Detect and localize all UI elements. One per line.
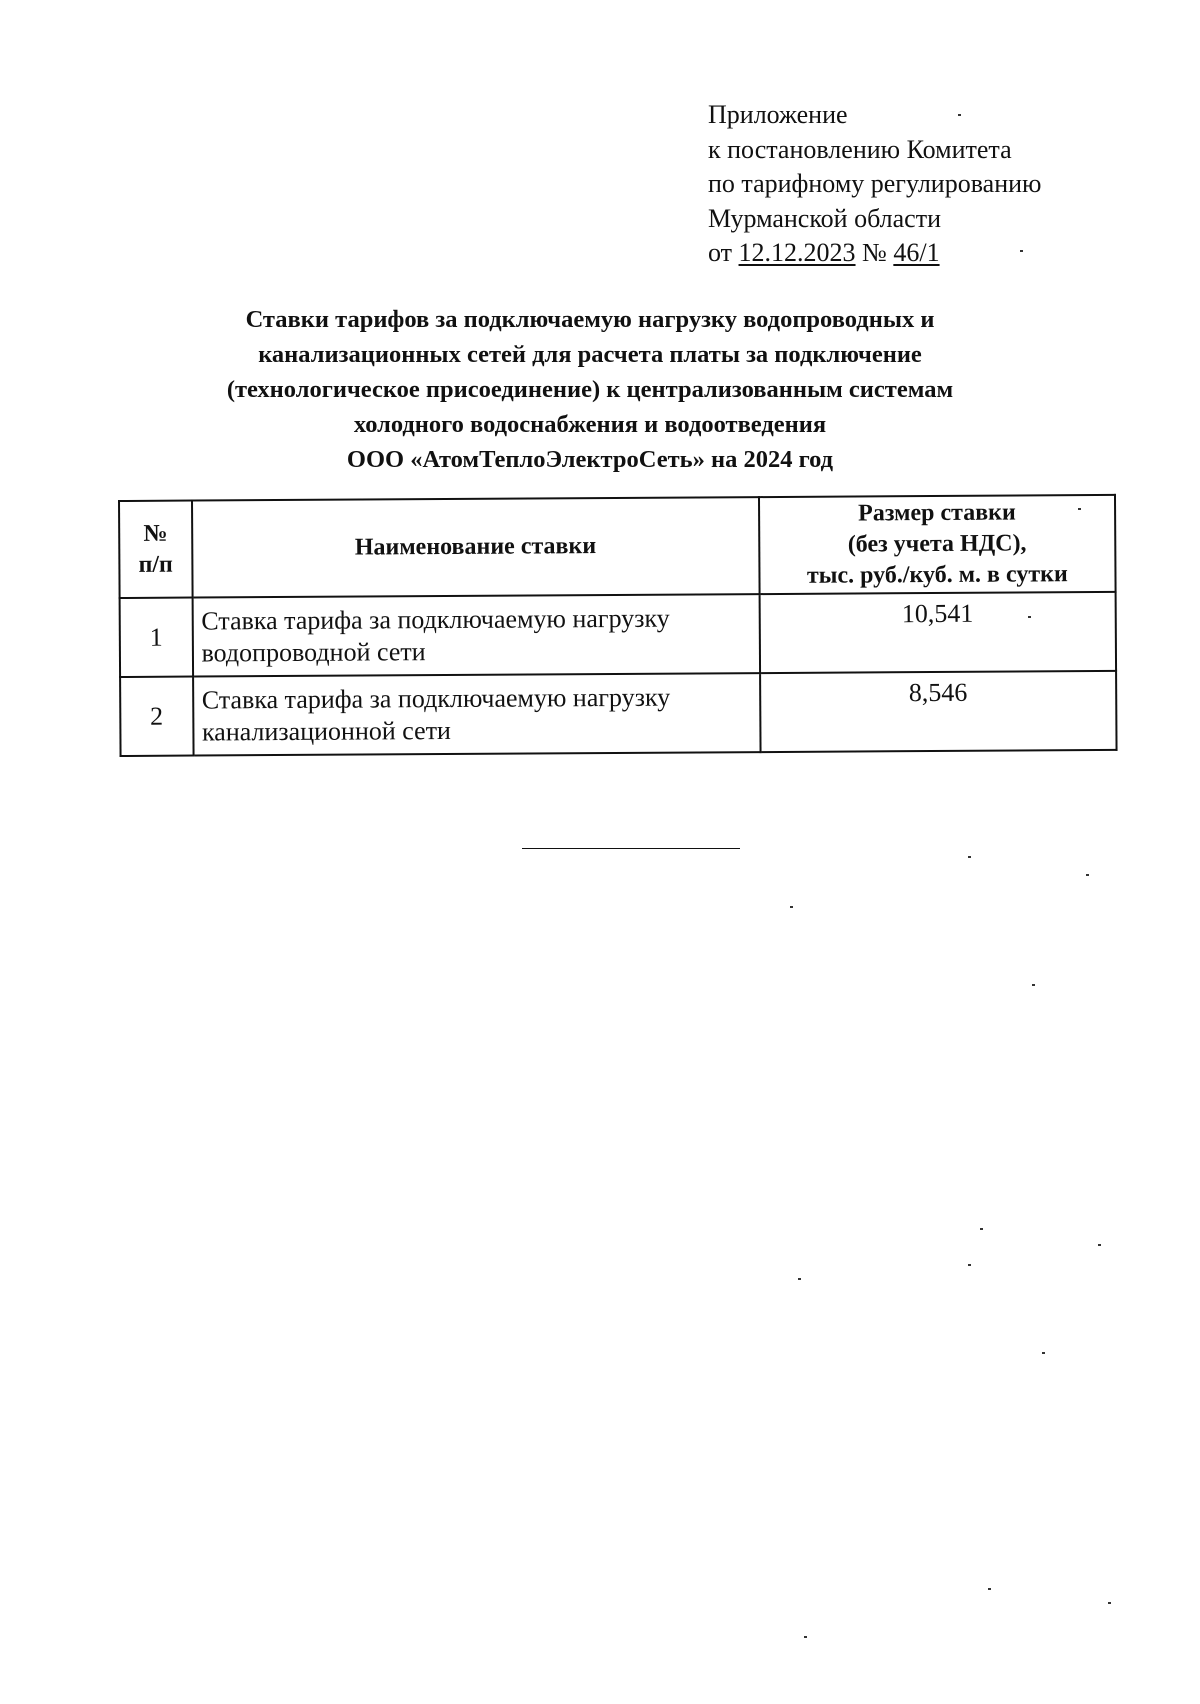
end-divider [522,848,740,849]
header-num-line-1: № [143,520,168,547]
date-prefix: от [708,238,733,267]
header-value-line-1: Размер ставки [858,499,1016,527]
scan-speck [1032,984,1035,986]
row-name [192,594,760,676]
scan-speck [988,1588,991,1590]
title-line-1: Ставки тарифов за подключаемую нагрузку водопроводных и [245,306,935,333]
table-header-row [119,495,1116,598]
row-name-line-2: водопроводной сети [201,636,426,667]
scan-speck [804,1636,807,1638]
number-prefix: № [862,238,887,267]
title-line-5: ООО «АтомТеплоЭлектроСеть» на 2024 год [346,446,834,473]
header-num-line-2: п/п [138,551,173,578]
document-title [120,302,1060,477]
row-name [193,673,761,755]
appendix-date-line [708,236,1041,271]
appendix-line-1: Приложение [708,100,848,129]
resolution-date: 12.12.2023 [738,238,856,267]
header-name: Наименование ставки [192,497,760,597]
appendix-block [708,98,1041,271]
row-value: 8,546 [760,671,1117,752]
header-value [759,495,1116,594]
row-value: 10,541 [759,592,1116,673]
title-line-3: (технологическое присоединение) к централизованным системам [226,376,954,403]
row-num: 1 [120,598,193,677]
scan-speck [1086,874,1089,876]
tariff-table [118,494,1118,757]
resolution-number: 46/1 [893,238,940,267]
row-name-line-1: Ставка тарифа за подключаемую нагрузку [201,603,670,635]
scan-speck [1108,1602,1111,1604]
table-row [120,592,1116,677]
scan-speck [1020,250,1023,252]
row-name-line-1: Ставка тарифа за подключаемую нагрузку [201,682,671,714]
title-line-2: канализационных сетей для расчета платы за подключение [258,341,922,368]
table-row [120,671,1116,756]
title-line-4: холодного водоснабжения и водоотведения [353,411,827,438]
scan-speck [798,1278,801,1280]
header-value-line-3: тыс. руб./куб. м. в сутки [806,561,1068,589]
scan-speck [1098,1244,1101,1246]
scan-speck [1078,508,1081,510]
appendix-line-2: к постановлению Комитета [708,134,1012,164]
header-num [119,501,192,598]
scan-speck [1028,616,1031,618]
scan-speck [790,906,793,908]
scan-speck [1042,1352,1045,1354]
header-value-line-2: (без учета НДС), [847,530,1027,558]
scan-speck [968,1264,971,1266]
scan-speck [958,114,961,116]
row-name-line-2: канализационной сети [201,715,451,746]
appendix-line-4: Мурманской области [708,203,941,233]
scan-speck [980,1228,983,1230]
appendix-line-3: по тарифному регулированию [708,169,1042,198]
row-num: 2 [120,677,193,756]
scan-speck [968,856,971,858]
